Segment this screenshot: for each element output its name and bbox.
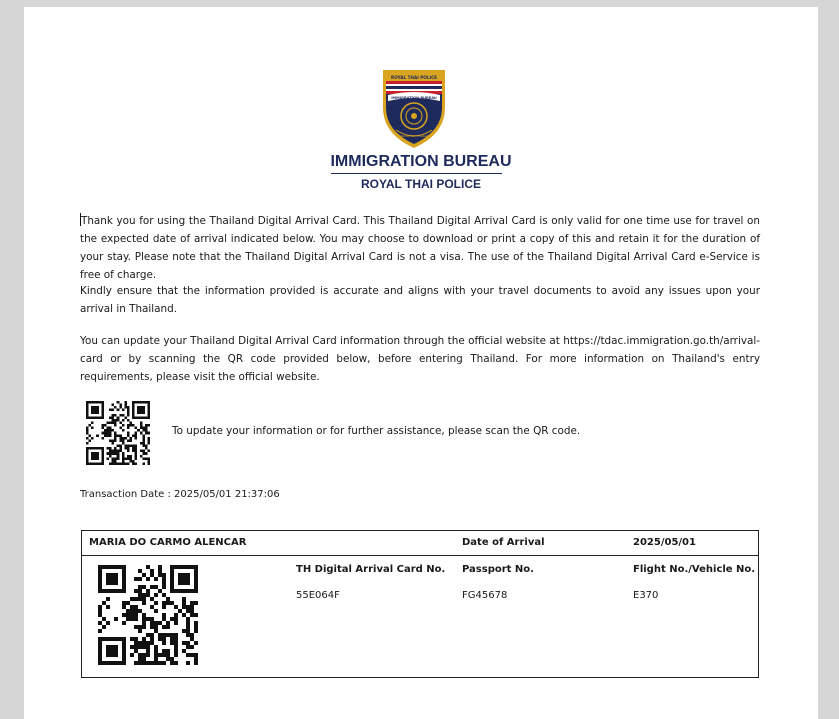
royal-thai-police-shield-icon [379, 64, 449, 150]
org-subtitle: ROYAL THAI POLICE [360, 177, 482, 191]
arrival-date-value: 2025/05/01 [633, 537, 696, 548]
svg-text:IMMIGRATION BUREAU: IMMIGRATION BUREAU [391, 96, 437, 100]
intro-text: Thank you for using the Thailand Digital Arrival Card. This Thailand Digital Arrival Card is only valid for one time use for travel on the expected date of arrival indicated below. You may choose to download or print a copy of this and retain it for the duration of your stay. Please note that the Thailand Digital Arrival Card is not a visa. The use of the Thailand Digital Arrival Card e-Service is free of charge. [80, 215, 760, 281]
passport-value: FG45678 [462, 590, 508, 601]
table-divider [82, 555, 758, 556]
accuracy-paragraph: Kindly ensure that the information provided is accurate and aligns with your travel documents to avoid any issues upon your arrival in Thailand. [80, 285, 760, 315]
update-paragraph: You can update your Thailand Digital Arrival Card information through the official website at https://tdac.immigration.go.th/arrival-card or by scanning the QR code provided below, before entering Thailand. For more information on Thailand's entry requirements, please visit the official website. [80, 335, 760, 383]
qr-code-icon [98, 565, 198, 665]
intro-paragraph [80, 212, 760, 284]
arrival-date-label: Date of Arrival [462, 537, 545, 548]
passport-label: Passport No. [462, 564, 534, 575]
flight-label: Flight No./Vehicle No. [633, 564, 756, 575]
svg-text:KINGDOM OF THAILAND: KINGDOM OF THAILAND [395, 134, 433, 138]
arrival-card-document [24, 7, 818, 719]
qr-code-icon [85, 401, 151, 465]
traveler-name: MARIA DO CARMO ALENCAR [89, 537, 247, 548]
tdac-number-value: 55E064F [296, 590, 340, 601]
title-divider [331, 173, 502, 174]
org-title: IMMIGRATION BUREAU [330, 153, 512, 170]
qr-instruction: To update your information or for further assistance, please scan the QR code. [172, 425, 581, 437]
tdac-number-label: TH Digital Arrival Card No. [296, 564, 446, 575]
transaction-date: Transaction Date : 2025/05/01 21:37:06 [80, 489, 280, 500]
arrival-details-table [81, 530, 759, 678]
svg-text:ROYAL THAI POLICE: ROYAL THAI POLICE [390, 75, 438, 81]
flight-value: E370 [633, 590, 659, 601]
